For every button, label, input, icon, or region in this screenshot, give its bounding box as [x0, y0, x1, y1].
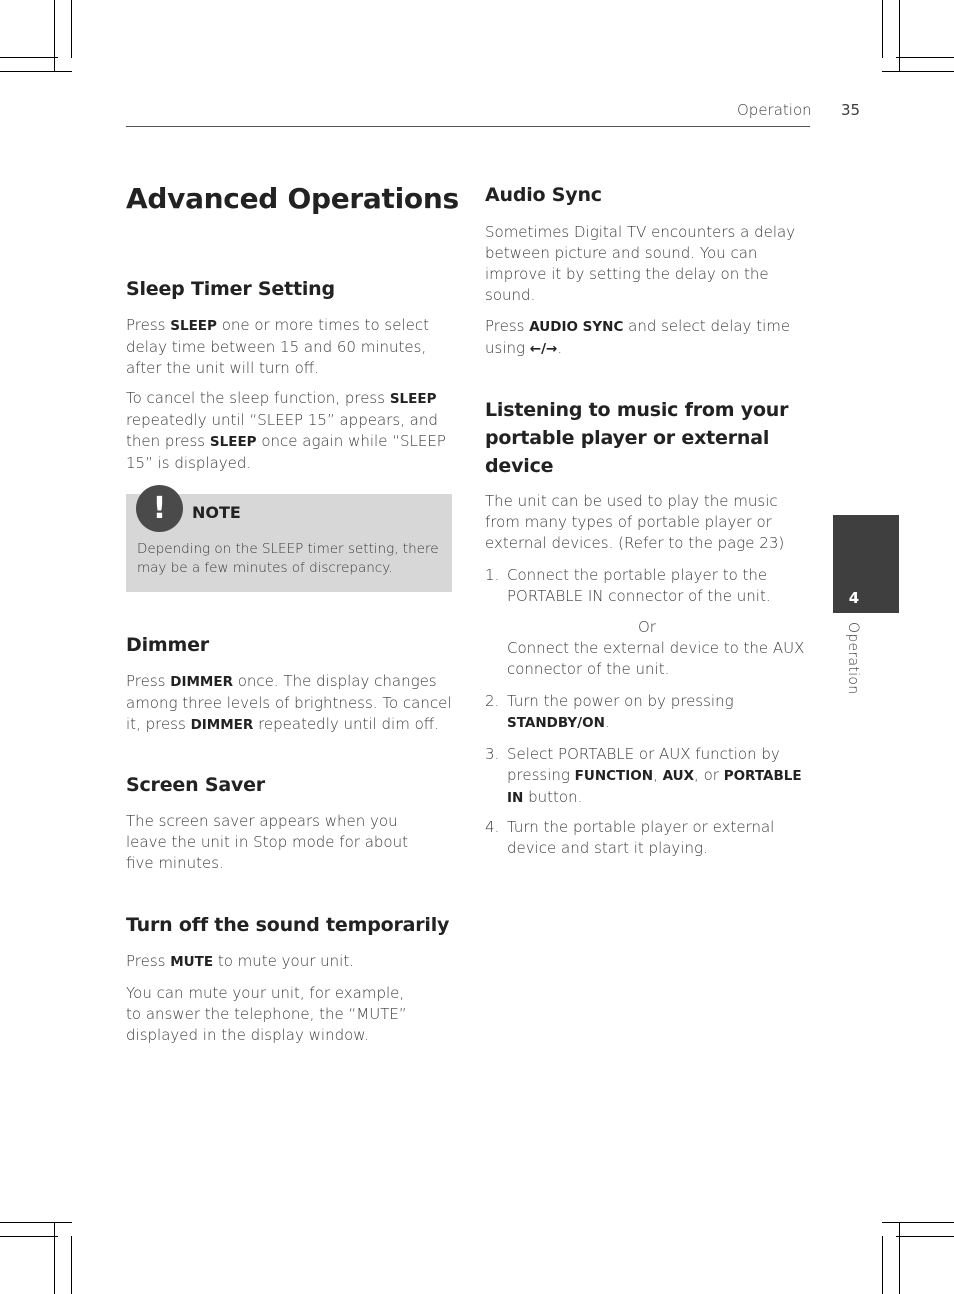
chapter-tab-label: Operation: [845, 622, 861, 695]
key-label: MUTE: [170, 954, 214, 970]
mute-paragraph-1: Press MUTE to mute your unit.: [126, 952, 354, 970]
crop-mark: [54, 1222, 55, 1294]
note-text: Depending on the SLEEP timer setting, there may be a few minutes of discrepancy.: [137, 541, 439, 576]
chapter-number: 4: [848, 589, 860, 607]
header-rule: [126, 126, 810, 127]
left-right-arrow-icon: ←/→: [529, 341, 558, 357]
key-label: DIMMER: [190, 717, 254, 733]
crop-mark: [0, 71, 72, 72]
crop-mark: [882, 0, 883, 58]
sleep-timer-paragraph-1: Press SLEEP one or more times to select delay time between 15 and 60 minutes, after the unit will turn off.: [126, 316, 429, 377]
crop-mark: [0, 1222, 72, 1223]
key-label: SLEEP: [209, 434, 257, 450]
crop-mark: [882, 71, 954, 72]
chapter-tab: [833, 515, 899, 613]
crop-mark: [71, 1236, 72, 1294]
key-label: DIMMER: [170, 674, 233, 690]
note-box: [126, 491, 452, 592]
running-header-section: Operation: [737, 101, 812, 119]
portable-intro: The unit can be used to play the music from many types of portable player or external devices. (Refer to the page 23): [485, 492, 785, 552]
page-number: 35: [841, 101, 861, 119]
list-item-or: Or: [638, 618, 656, 636]
crop-mark: [896, 57, 954, 58]
crop-mark: [896, 1236, 954, 1237]
audio-sync-paragraph-1: Sometimes Digital TV encounters a delay between picture and sound. You can improve it by setting the delay on the sound.: [485, 223, 796, 304]
crop-mark: [882, 1222, 954, 1223]
key-label: SLEEP: [389, 391, 437, 407]
dimmer-paragraph: Press DIMMER once. The display changes among three levels of brightness. To cancel it, press DIMMER repeatedly until dim off.: [126, 672, 452, 733]
screen-saver-heading: Screen Saver: [126, 774, 265, 796]
sleep-timer-heading: Sleep Timer Setting: [126, 278, 335, 300]
page-title: Advanced Operations: [126, 182, 459, 215]
key-label: PORTABLE IN: [507, 768, 802, 806]
crop-mark: [0, 1236, 58, 1237]
crop-mark: [882, 1236, 883, 1294]
mute-heading: Turn off the sound temporarily: [126, 914, 450, 936]
crop-mark: [54, 0, 55, 72]
crop-mark: [899, 1222, 900, 1294]
key-label: STANDBY/ON: [507, 715, 605, 731]
sleep-timer-paragraph-2: To cancel the sleep function, press SLEEP repeatedly until “SLEEP 15” appears, and then press SLEEP once again while “SLEEP 15” is displayed.: [126, 389, 446, 472]
crop-mark: [899, 0, 900, 72]
screen-saver-paragraph: The screen saver appears when you leave the unit in Stop mode for about five minutes.: [126, 812, 408, 872]
portable-heading: Listening to music from your portable player or external device: [485, 399, 789, 477]
audio-sync-paragraph-2: Press AUDIO SYNC and select delay time using ←/→.: [485, 317, 791, 357]
exclamation-icon: !: [136, 485, 183, 532]
key-label: FUNCTION: [574, 768, 654, 784]
key-label: SLEEP: [170, 318, 217, 334]
key-label: AUDIO SYNC: [529, 319, 624, 335]
note-title: NOTE: [192, 503, 241, 522]
crop-mark: [71, 0, 72, 58]
mute-paragraph-2: You can mute your unit, for example, to answer the telephone, the “MUTE” displayed in the display window.: [126, 984, 407, 1044]
crop-mark: [0, 57, 58, 58]
list-item-alternate: Connect the external device to the AUX connector of the unit.: [507, 639, 805, 678]
audio-sync-heading: Audio Sync: [485, 184, 602, 206]
key-label: AUX: [662, 768, 695, 784]
dimmer-heading: Dimmer: [126, 634, 209, 656]
